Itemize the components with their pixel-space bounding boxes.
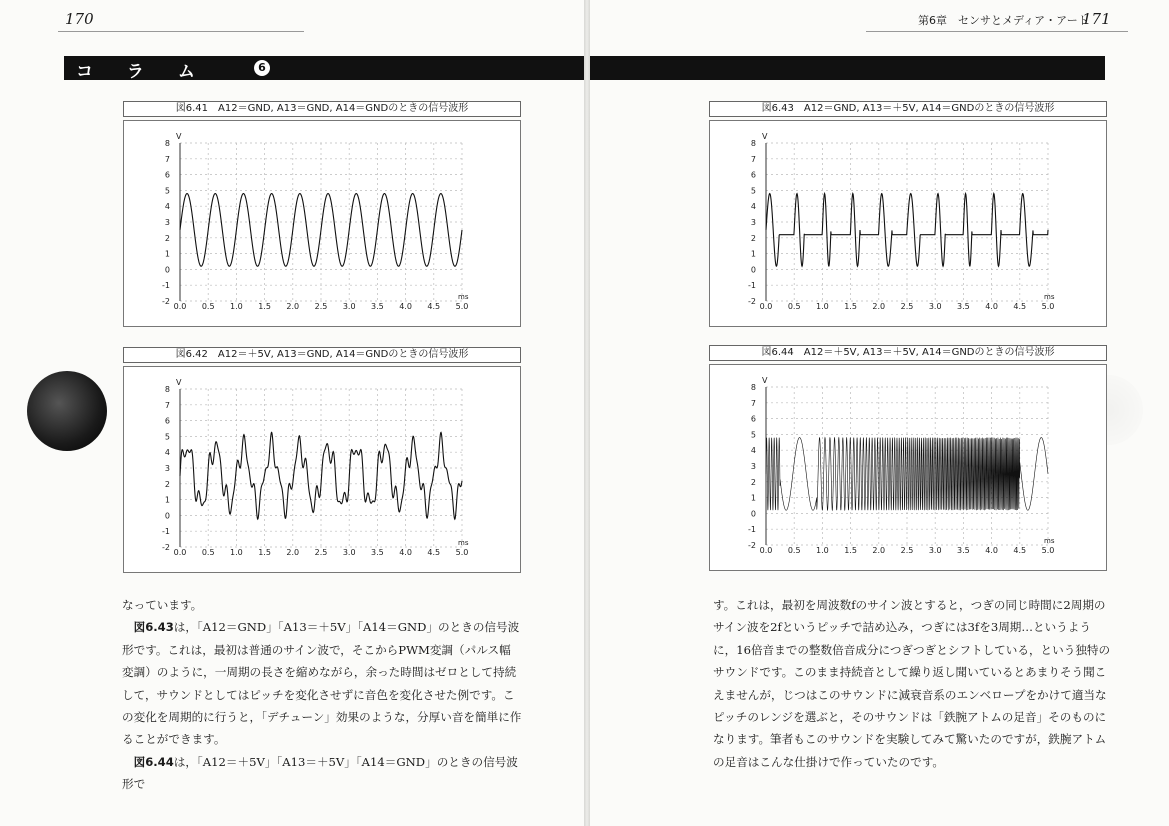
- x-tick-label: 1.0: [230, 548, 243, 557]
- x-tick-label: 2.5: [314, 548, 328, 557]
- caption-fig-6-42: 図6.42 A12＝＋5V, A13＝GND, A14＝GNDのときの信号波形: [123, 347, 521, 363]
- y-tick-label: -1: [162, 527, 170, 537]
- x-tick-label: 2.5: [900, 546, 914, 555]
- y-tick-label: 0: [750, 265, 756, 275]
- y-tick-label: 3: [750, 218, 756, 227]
- y-tick-label: 7: [164, 154, 170, 164]
- column-label: コ ラ ム: [76, 62, 209, 82]
- running-header: 第6章 センサとメディア・アート: [918, 14, 1089, 27]
- caption-fig-6-43: 図6.43 A12＝GND, A13＝＋5V, A14＝GNDのときの信号波形: [709, 101, 1107, 117]
- x-tick-label: 0.0: [173, 302, 187, 311]
- x-tick-label: 0.0: [173, 548, 187, 557]
- y-tick-label: 5: [750, 430, 756, 440]
- y-tick-label: 4: [750, 202, 756, 212]
- x-tick-label: 4.0: [985, 546, 998, 555]
- y-tick-label: 3: [164, 218, 170, 227]
- fig-ref-6-43: 図6.43: [133, 620, 174, 635]
- paragraph-left-1: なっています。: [122, 598, 203, 612]
- chart-fig-6-44: [709, 364, 1107, 571]
- y-tick-label: 2: [164, 233, 170, 243]
- y-tick-label: 4: [164, 448, 170, 458]
- x-tick-label: 4.5: [1013, 302, 1027, 311]
- x-tick-label: 0.5: [201, 302, 215, 311]
- y-unit-label: V: [176, 132, 182, 141]
- x-tick-label: 4.0: [399, 548, 412, 557]
- y-tick-label: 5: [164, 186, 170, 196]
- decorative-photo: [27, 371, 107, 451]
- x-tick-label: 2.0: [872, 546, 886, 555]
- x-tick-label: 3.0: [342, 548, 356, 557]
- y-tick-label: 8: [164, 385, 170, 394]
- fig-ref-6-44: 図6.44: [133, 754, 174, 769]
- y-unit-label: V: [762, 376, 768, 385]
- page-number-right: 171: [1082, 10, 1111, 28]
- y-tick-label: -2: [748, 541, 756, 550]
- paragraph-right-1: す。これは，最初を周波数fのサイン波とすると，つぎの同じ時間に2周期のサイン波を2fというピッチで詰め込み，つぎには3fを3周期…というように，16倍音までの整数倍音成分につぎつぎとシフトしている，という独特のサウンドです。このまま持続音として繰り返し聞いているとあまりそう聞こえませんが，じつはこのサウンドに減衰音系のエンベロープをかけて適当なピッチのレンジを選ぶと，そのサウンドは「鉄腕アトムの足音」そのものになります。筆者もこのサウンドを実験してみて驚いたのですが，鉄腕アトムの足音はこんな仕掛けで作っていたのです。: [713, 598, 1111, 769]
- y-tick-label: 4: [750, 446, 756, 456]
- x-tick-label: 0.0: [759, 302, 773, 311]
- paragraph-left-3: [122, 751, 522, 796]
- x-tick-label: 3.5: [371, 302, 384, 311]
- x-tick-label: 2.0: [286, 548, 300, 557]
- x-unit-label: ms: [458, 293, 469, 301]
- x-unit-label: ms: [1044, 293, 1055, 301]
- y-unit-label: V: [762, 132, 768, 141]
- y-tick-label: 6: [164, 416, 170, 426]
- y-tick-label: 8: [750, 139, 756, 148]
- y-tick-label: -2: [162, 543, 170, 552]
- x-tick-label: 2.0: [872, 302, 886, 311]
- x-tick-label: 3.5: [957, 302, 970, 311]
- y-tick-label: 0: [750, 509, 756, 519]
- y-tick-label: 5: [164, 432, 170, 442]
- x-tick-label: 3.5: [957, 546, 970, 555]
- chart-fig-6-42: [123, 366, 521, 573]
- y-tick-label: 0: [164, 265, 170, 275]
- y-tick-label: 1: [750, 493, 756, 503]
- body-text-right: [713, 594, 1113, 773]
- body-text-left: [122, 594, 522, 796]
- y-tick-label: -1: [748, 281, 756, 291]
- x-tick-label: 4.5: [427, 548, 441, 557]
- caption-fig-6-41: 図6.41 A12＝GND, A13＝GND, A14＝GNDのときの信号波形: [123, 101, 521, 117]
- y-tick-label: 2: [164, 479, 170, 489]
- paragraph-left-2: [122, 616, 522, 750]
- x-tick-label: 3.5: [371, 548, 384, 557]
- x-tick-label: 3.0: [342, 302, 356, 311]
- chart-fig-6-41: [123, 120, 521, 327]
- x-tick-label: 3.0: [928, 302, 942, 311]
- y-tick-label: 4: [164, 202, 170, 212]
- x-tick-label: 4.0: [985, 302, 998, 311]
- x-tick-label: 5.0: [1041, 546, 1055, 555]
- caption-fig-6-44: 図6.44 A12＝＋5V, A13＝＋5V, A14＝GNDのときの信号波形: [709, 345, 1107, 361]
- y-tick-label: 8: [750, 383, 756, 392]
- x-tick-label: 1.5: [258, 302, 271, 311]
- header-rule-right: [866, 31, 1128, 32]
- y-tick-label: 3: [164, 464, 170, 473]
- y-tick-label: 6: [750, 170, 756, 180]
- x-tick-label: 2.5: [900, 302, 914, 311]
- y-tick-label: 1: [750, 249, 756, 259]
- x-tick-label: 1.0: [230, 302, 243, 311]
- x-tick-label: 3.0: [928, 546, 942, 555]
- x-tick-label: 2.5: [314, 302, 328, 311]
- y-tick-label: -1: [748, 525, 756, 535]
- y-tick-label: 0: [164, 511, 170, 521]
- chart-svg-6-42: [124, 367, 520, 572]
- header-rule-left: [58, 31, 304, 32]
- paragraph-left-3-text: は，「A12＝＋5V」「A13＝＋5V」「A14＝GND」のときの信号波形で: [122, 754, 518, 792]
- y-tick-label: 8: [164, 139, 170, 148]
- y-tick-label: 1: [164, 249, 170, 259]
- chart-svg-6-43: [710, 121, 1106, 326]
- y-tick-label: -2: [162, 297, 170, 306]
- x-tick-label: 2.0: [286, 302, 300, 311]
- x-tick-label: 1.0: [816, 546, 829, 555]
- y-tick-label: 7: [164, 400, 170, 410]
- x-unit-label: ms: [458, 539, 469, 547]
- x-tick-label: 1.5: [258, 548, 271, 557]
- x-tick-label: 0.5: [787, 546, 801, 555]
- column-banner-right: [590, 56, 1105, 80]
- column-number: 6: [254, 60, 270, 76]
- column-banner: [64, 56, 584, 80]
- y-tick-label: 2: [750, 233, 756, 243]
- y-tick-label: -2: [748, 297, 756, 306]
- x-tick-label: 0.0: [759, 546, 773, 555]
- y-tick-label: 6: [750, 414, 756, 424]
- x-tick-label: 5.0: [1041, 302, 1055, 311]
- y-unit-label: V: [176, 378, 182, 387]
- paragraph-left-2-text: は，「A12＝GND」「A13＝＋5V」「A14＝GND」のときの信号波形です。これは，最初は普通のサイン波で，そこからPWM変調（パルス幅変調）のように，一周期の長さを縮めながら，余った時間はゼロとして持続して，サウンドとしてはピッチを変化させずに音色を変化させた例です。この変化を周期的に行うと，「デチューン」効果のような，分厚い音を簡単に作ることができます。: [122, 620, 522, 747]
- y-tick-label: -1: [162, 281, 170, 291]
- x-tick-label: 1.5: [844, 302, 857, 311]
- x-tick-label: 4.5: [1013, 546, 1027, 555]
- y-tick-label: 3: [750, 462, 756, 471]
- x-unit-label: ms: [1044, 537, 1055, 545]
- x-tick-label: 1.5: [844, 546, 857, 555]
- y-tick-label: 5: [750, 186, 756, 196]
- chart-svg-6-44: [710, 365, 1106, 570]
- x-tick-label: 0.5: [787, 302, 801, 311]
- x-tick-label: 4.0: [399, 302, 412, 311]
- x-tick-label: 5.0: [455, 548, 469, 557]
- x-tick-label: 1.0: [816, 302, 829, 311]
- y-tick-label: 2: [750, 477, 756, 487]
- page-number-left: 170: [65, 10, 94, 28]
- chart-fig-6-43: [709, 120, 1107, 327]
- x-tick-label: 4.5: [427, 302, 441, 311]
- y-tick-label: 7: [750, 154, 756, 164]
- y-tick-label: 6: [164, 170, 170, 180]
- y-tick-label: 7: [750, 398, 756, 408]
- x-tick-label: 5.0: [455, 302, 469, 311]
- chart-svg-6-41: [124, 121, 520, 326]
- y-tick-label: 1: [164, 495, 170, 505]
- x-tick-label: 0.5: [201, 548, 215, 557]
